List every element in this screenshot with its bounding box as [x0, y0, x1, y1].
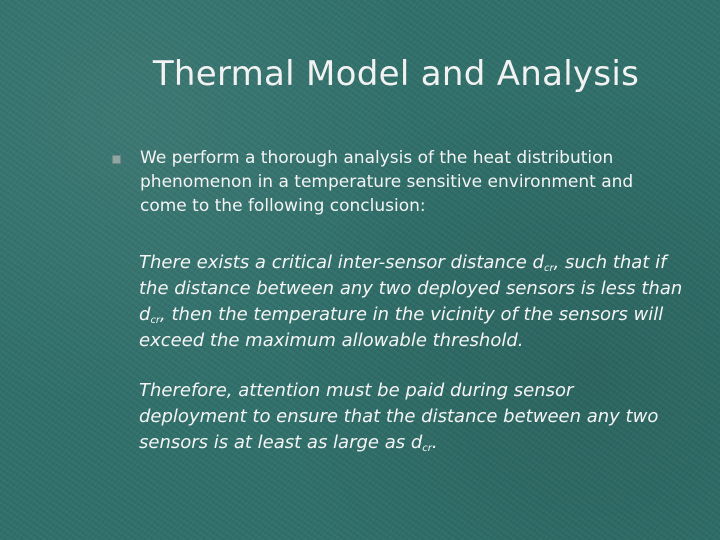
deployment-paragraph: [139, 378, 684, 456]
conclusion-text-end: , then the temperature in the vicinity of the sensors will exceed the maximum allowable threshold.: [139, 304, 664, 351]
deployment-text-start: Therefore, attention must be paid during sensor deployment to ensure that the distance between any two sensors is at least as large as d: [139, 380, 659, 453]
conclusion-paragraph: [139, 250, 684, 354]
conclusion-text-middle: , such that if the distance between any two deployed sensors is less than d: [139, 252, 683, 325]
conclusion-text-start: There exists a critical inter-sensor distance d: [139, 252, 544, 273]
slide-title: Thermal Model and Analysis: [152, 54, 640, 94]
deployment-text-end: .: [431, 432, 438, 453]
square-bullet-icon: [112, 155, 121, 164]
bullet-item: [110, 146, 670, 218]
subscript-cr: cr: [422, 443, 432, 454]
subscript-cr: cr: [150, 315, 161, 326]
bullet-text: We perform a thorough analysis of the heat distribution phenomenon in a temperature sensitive environment and come to the following conclusion:: [140, 148, 634, 216]
subscript-cr: cr: [543, 263, 554, 274]
